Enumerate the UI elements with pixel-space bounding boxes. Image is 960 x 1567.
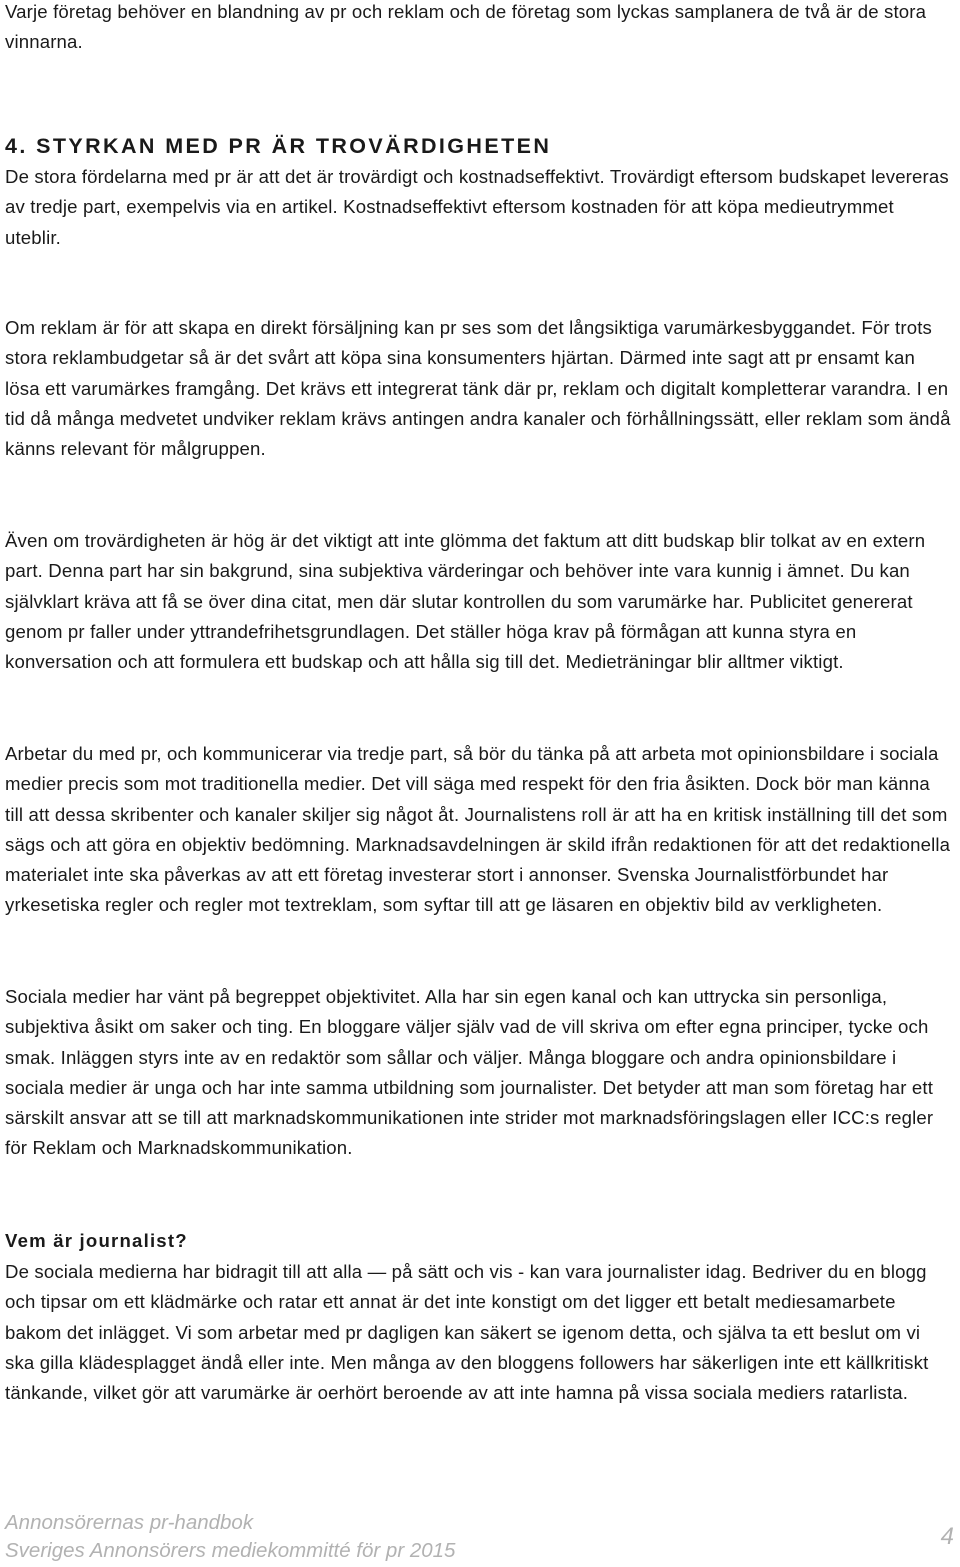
intro-paragraph: Varje företag behöver en blandning av pr och reklam och de företag som lyckas samplanera de två är de stora vinnarna. bbox=[5, 1, 927, 53]
page-number: 4 bbox=[940, 1523, 954, 1550]
footer-subtitle: Sveriges Annonsörers mediekommitté för pr 2015 bbox=[5, 1539, 456, 1562]
section-heading: 4. STYRKAN MED PR ÄR TROVÄRDIGHETEN bbox=[5, 134, 552, 158]
body-paragraph: Sociala medier har vänt på begreppet objektivitet. Alla har sin egen kanal och kan uttrycka sin personliga, subjektiva åsikt om saker och ting. En bloggare väljer själv vad de vill skriva om efter egna principer, tycke och smak. Inläggen styrs inte av en redaktör som sållar och väljer. Många bloggare och andra opinionsbildare i sociala medier är unga och har inte samma utbildning som journalister. Det betyder att man som företag har ett särskilt ansvar att se till att marknadskommunikationen inte strider mot marknadsföringslagen eller ICC:s regler för Reklam och Marknadskommunikation. bbox=[5, 986, 934, 1159]
body-paragraph: Om reklam är för att skapa en direkt försäljning kan pr ses som det långsiktiga varumärkesbyggandet. För trots stora reklambudgetar så är det svårt att köpa sina konsumenters hjärtan. Därmed inte sagt att pr ensamt kan lösa ett varumärkes framgång. Det krävs ett integrerat tänk där pr, reklam och digitalt kompletterar varandra. I en tid då många medvetet undviker reklam krävs antingen andra kanaler och förhållningssätt, eller reklam som ändå känns relevant för målgruppen. bbox=[5, 317, 951, 460]
body-paragraph: Även om trovärdigheten är hög är det viktigt att inte glömma det faktum att ditt budskap blir tolkat av en extern part. Denna part har sin bakgrund, sina subjektiva värderingar och behöver inte vara kunnig i ämnet. Du kan självklart kräva att få se över dina citat, men där slutar kontrollen du som varumärke har. Publicitet genererat genom pr faller under yttrandefrihetsgrundlagen. Det ställer höga krav på förmågan att kunna styra en konversation och att formulera ett budskap och att hålla sig till det. Medieträningar blir alltmer viktigt. bbox=[5, 530, 926, 673]
footer-title: Annonsörernas pr-handbok bbox=[5, 1511, 254, 1534]
body-paragraph: Arbetar du med pr, och kommunicerar via tredje part, så bör du tänka på att arbeta mot opinionsbildare i sociala medier precis som mot traditionella medier. Det vill säga med respekt för den fria åsikten. Dock bör man känna till att dessa skribenter och kanaler skiljer sig något åt. Journalistens roll är att ha en kritisk inställning till det som sägs och att göra en objektiv bedömning. Marknadsavdelningen är skild ifrån redaktionen för att det redaktionella materialet inte ska påverkas av att ett företag investerar stort i annonser. Svenska Journalistförbundet har yrkesetiska regler och regler mot textreklam, som syftar till att ge läsaren en objektiv bild av verkligheten. bbox=[5, 743, 951, 916]
subsection-heading: Vem är journalist? bbox=[5, 1230, 188, 1251]
body-paragraph: De stora fördelarna med pr är att det är trovärdigt och kostnadseffektivt. Trovärdigt eftersom budskapet levereras av tredje part, exempelvis via en artikel. Kostnadseffektivt eftersom kostnaden för att köpa medieutrymmet uteblir. bbox=[5, 166, 949, 248]
body-paragraph: De sociala medierna har bidragit till att alla — på sätt och vis - kan vara journalister idag. Bedriver du en blogg och tipsar om ett klädmärke och ratar ett annat är det inte konstigt om det ligger ett betalt mediesamarbete bakom det inlägget. Vi som arbetar med pr dagligen kan säkert se igenom detta, och själva ta ett beslut om vi ska gilla klädesplagget ändå eller inte. Men många av den bloggens followers har säkerligen inte ett källkritiskt tänkande, vilket gör att varumärke är oerhört beroende av att inte hamna på vissa sociala mediers ratarlista. bbox=[5, 1261, 929, 1404]
